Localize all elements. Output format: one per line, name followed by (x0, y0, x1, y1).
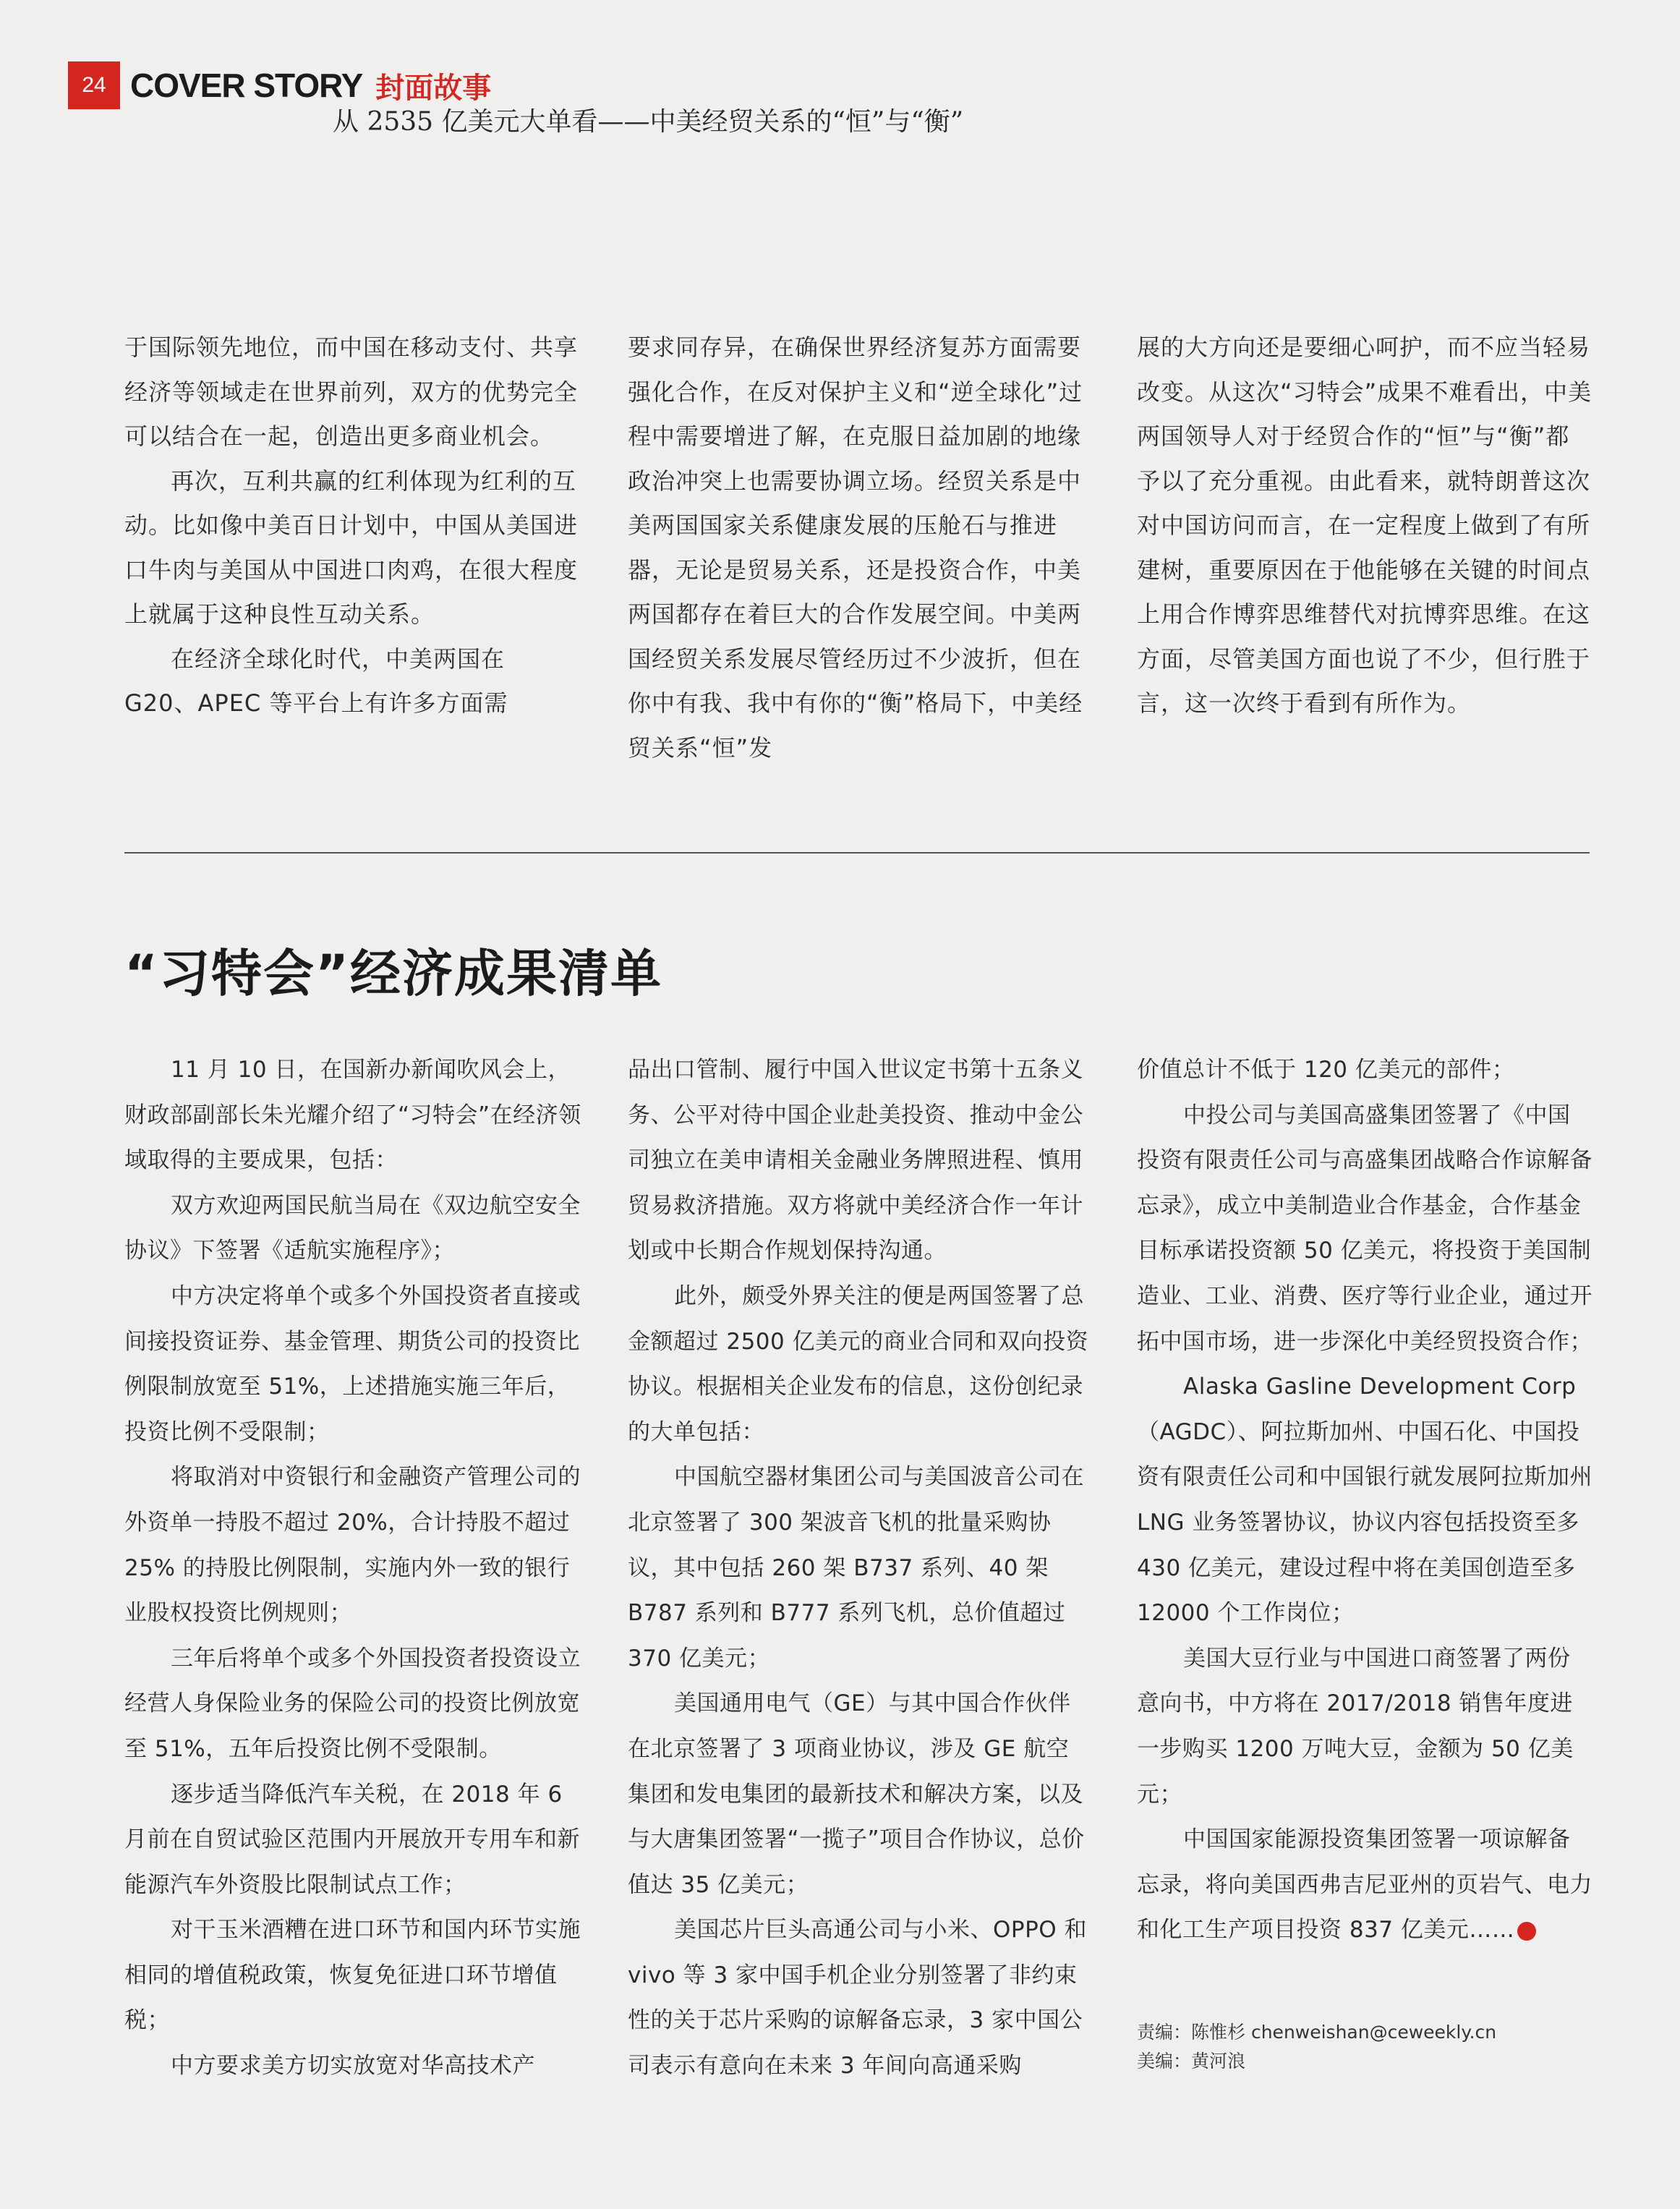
list-column-3 (1137, 1047, 1592, 1953)
paragraph: 展的大方向还是要细心呵护，而不应当轻易改变。从这次“习特会”成果不难看出，中美两国领导人对于经贸合作的“恒”与“衡”都予以了充分重视。由此看来，就特朗普这次对中国访问而言，在一定程度上做到了有所建树，重要原因在于他能够在关键的时间点上用合作博弈思维替代对抗博弈思维。在这方面，尽管美国方面也说了不少，但行胜于言，这一次终于看到有所作为。 (1137, 333, 1592, 717)
paragraph: 要求同存异，在确保世界经济复苏方面需要强化合作，在反对保护主义和“逆全球化”过程中需要增进了解，在克服日益加剧的地缘政治冲突上也需要协调立场。经贸关系是中美两国国家关系健康发展的压舱石与推进器，无论是贸易关系，还是投资合作，中美两国都存在着巨大的合作发展空间。中美两国经贸关系发展尽管经历过不少波折，但在你中有我、我中有你的“衡”格局下，中美经贸关系“恒”发 (628, 333, 1083, 762)
credits (1137, 2018, 1496, 2076)
art-editor-credit: 美编：黄河浪 (1137, 2051, 1246, 2072)
paragraph: 将取消对中资银行和金融资产管理公司的外资单一持股不超过 20%，合计持股不超过 25% 的持股比例限制，实施内外一致的银行业股权投资比例规则； (124, 1464, 581, 1627)
paragraph: 三年后将单个或多个外国投资者投资设立经营人身保险业务的保险公司的投资比例放宽至 51%，五年后投资比例不受限制。 (124, 1645, 581, 1762)
page-number: 24 (68, 61, 120, 109)
paragraph: 逐步适当降低汽车关税，在 2018 年 6 月前在自贸试验区范围内开展放开专用车和新能源汽车外资股比限制试点工作； (124, 1781, 580, 1898)
section-title: “习特会”经济成果清单 (124, 944, 663, 1003)
article-subtitle: 从 2535 亿美元大单看——中美经贸关系的“恒”与“衡” (333, 107, 964, 137)
editor-email: chenweishan@ceweekly.cn (1250, 2022, 1497, 2043)
paragraph: 此外，颇受外界关注的便是两国签署了总金额超过 2500 亿美元的商业合同和双向投资协议。根据相关企业发布的信息，这份创纪录的大单包括： (628, 1282, 1089, 1445)
editor-credit (1137, 2018, 1496, 2047)
list-column-2 (628, 1047, 1091, 2089)
top-column-1 (124, 325, 580, 726)
end-mark-icon (1517, 1922, 1536, 1941)
section-label-cn: 封面故事 (375, 70, 492, 105)
paragraph (1137, 1817, 1592, 1953)
top-column-3 (1137, 325, 1592, 726)
paragraph: 双方欢迎两国民航当局在《双边航空安全协议》下签署《适航实施程序》； (124, 1192, 581, 1264)
paragraph: 中方要求美方切实放宽对华高技术产 (171, 2053, 535, 2080)
paragraph: 价值总计不低于 120 亿美元的部件； (1137, 1057, 1515, 1083)
section-divider (124, 852, 1590, 854)
paragraph: Alaska Gasline Development Corp（AGDC）、阿拉斯加州、中国石化、中国投资有限责任公司和中国银行就发展阿拉斯加州 LNG 业务签署协议，协议内容包括投资至多 430 亿美元，建设过程中将在美国创造至多 12000 个工作岗位； (1137, 1374, 1592, 1627)
paragraph: 品出口管制、履行中国入世议定书第十五条义务、公平对待中国企业赴美投资、推动中金公司独立在美申请相关金融业务牌照进程、慎用贸易救济措施。双方将就中美经济合作一年计划或中长期合作规划保持沟通。 (628, 1057, 1083, 1264)
editor-label: 责编：陈惟杉 (1137, 2022, 1246, 2043)
list-column-1 (124, 1047, 584, 2089)
paragraph: 11 月 10 日，在国新办新闻吹风会上，财政部副部长朱光耀介绍了“习特会”在经济领域取得的主要成果，包括： (124, 1057, 581, 1174)
paragraph: 于国际领先地位，而中国在移动支付、共享经济等领域走在世界前列，双方的优势完全可以结合在一起，创造出更多商业机会。 (124, 333, 579, 450)
paragraph: 在经济全球化时代，中美两国在 G20、APEC 等平台上有许多方面需 (124, 644, 508, 717)
paragraph: 中国航空器材集团公司与美国波音公司在北京签署了 300 架波音飞机的批量采购协议，其中包括 260 架 B737 系列、40 架 B787 系列和 B777 系列飞机，总价值超过 370 亿美元； (628, 1464, 1084, 1672)
paragraph: 美国芯片巨头高通公司与小米、OPPO 和 vivo 等 3 家中国手机企业分别签署了非约束性的关于芯片采购的谅解备忘录，3 家中国公司表示有意向在未来 3 年间向高通采购 (628, 1917, 1088, 2080)
paragraph: 中投公司与美国高盛集团签署了《中国投资有限责任公司与高盛集团战略合作谅解备忘录》，成立中美制造业合作基金，合作基金目标承诺投资额 50 亿美元，将投资于美国制造业、工业、消费、医疗等行业企业，通过开拓中国市场，进一步深化中美经贸投资合作； (1137, 1102, 1592, 1355)
paragraph: 美国大豆行业与中国进口商签署了两份意向书，中方将在 2017/2018 销售年度进一步购买 1200 万吨大豆，金额为 50 亿美元； (1137, 1645, 1574, 1808)
top-column-2 (628, 325, 1091, 770)
section-label-en: COVER STORY (130, 67, 363, 104)
paragraph: 再次，互利共赢的红利体现为红利的互动。比如像中美百日计划中，中国从美国进口牛肉与美国从中国进口肉鸡，在很大程度上就属于这种良性互动关系。 (124, 467, 579, 628)
paragraph: 对干玉米酒糟在进口环节和国内环节实施相同的增值税政策，恢复免征进口环节增值税； (124, 1917, 581, 2034)
paragraph-text: 中国国家能源投资集团签署一项谅解备忘录，将向美国西弗吉尼亚州的页岩气、电力和化工生产项目投资 837 亿美元…… (1137, 1826, 1592, 1944)
paragraph: 中方决定将单个或多个外国投资者直接或间接投资证券、基金管理、期货公司的投资比例限制放宽至 51%，上述措施实施三年后，投资比例不受限制； (124, 1282, 581, 1445)
paragraph: 美国通用电气（GE）与其中国合作伙伴在北京签署了 3 项商业协议，涉及 GE 航空集团和发电集团的最新技术和解决方案，以及与大唐集团签署“一揽子”项目合作协议，总价值达 35 亿美元； (628, 1690, 1085, 1898)
